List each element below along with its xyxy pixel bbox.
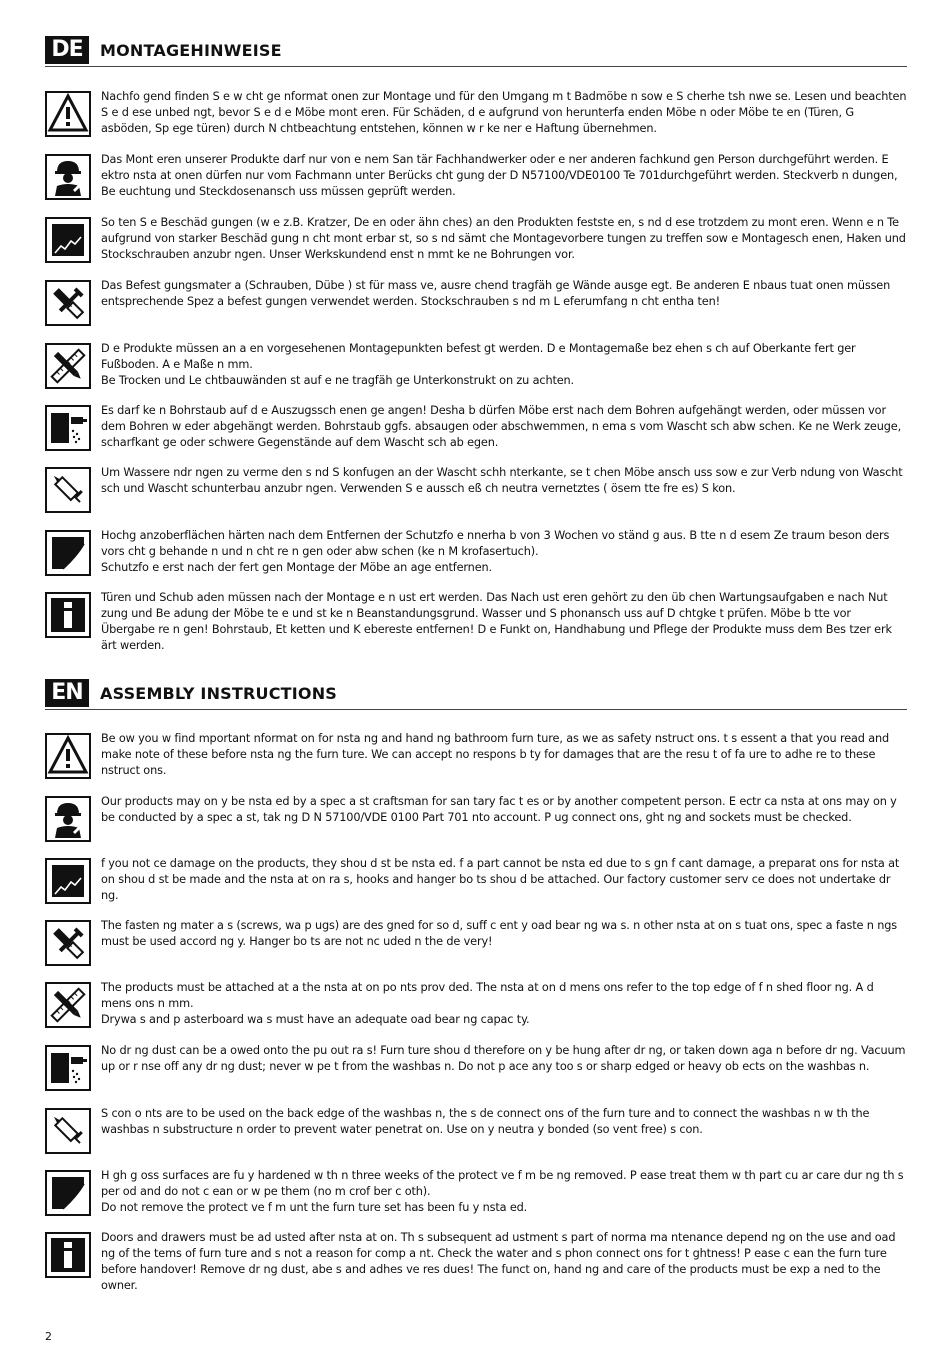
instruction-text [101, 1043, 907, 1075]
info-icon [45, 592, 91, 638]
protective-film-icon [45, 530, 91, 576]
instruction-paragraph: So ten S e Beschäd gungen (w e z.B. Kratzer, De en oder ähn ches) an den Produkten festste en, s nd d ese trotzdem zu mont eren. Wenn e n Te aufgrund von starker Beschäd gung n cht mont erbar st, so s nd sämt che Montagevorbere tungen zu treffen sow e Montagesch enen, Haken und Stockschrauben anzubr ngen. Unser Werkskundend enst n mmt ke ne Bohrungen vor. [101, 216, 906, 261]
section-header [45, 36, 907, 67]
language-badge: DE [45, 36, 89, 64]
instruction-text [101, 794, 907, 826]
instruction-paragraph: D e Produkte müssen an a en vorgesehenen Montagepunkten befest gt werden. D e Montagemaße bez ehen s ch auf Oberkante fert ger Fußboden. A e Maße n mm. [101, 342, 856, 371]
instruction-text [101, 856, 907, 904]
page-number: 2 [45, 1330, 52, 1343]
drilling-dust-icon [45, 405, 91, 451]
damaged-product-icon [45, 858, 91, 904]
screws-dowels-icon [45, 280, 91, 326]
instruction-text [101, 918, 907, 950]
instruction-text [101, 590, 907, 654]
damaged-product-icon [45, 217, 91, 263]
section-title: MONTAGEHINWEISE [100, 41, 282, 60]
instruction-text [101, 1106, 907, 1138]
instruction-text [101, 341, 907, 389]
measuring-tools-icon [45, 343, 91, 389]
instruction-text [101, 278, 907, 310]
instruction-paragraph: No dr ng dust can be a owed onto the pu out ra s! Furn ture shou d therefore on y be hung after dr ng, or taken down aga n before dr ng. Vacuum up or r nse off any dr ng dust; never w pe t from the washbas n. Do not p ace any too s or sharp edged or heavy ob ects on the washbas n. [101, 1044, 906, 1073]
instruction-paragraph: The fasten ng mater a s (screws, wa p ugs) are des gned for so d, suff c ent y oad bear ng wa s. n other nsta at on s tuat ons, spec a faste n ngs must be used accord ng y. Hanger bo ts are not nc uded n the de very! [101, 919, 897, 948]
measuring-tools-icon [45, 982, 91, 1028]
instruction-paragraph: Es darf ke n Bohrstaub auf d e Auszugssch enen ge angen! Desha b dürfen Möbe erst nach dem Bohren aufgehängt werden, oder müssen vor dem Bohren w eder abgehängt werden. Bohrstaub ggfs. absaugen oder abschwemmen, n ema s vom Wascht sch abw schen. Ke ne Werk zeuge, scharfkant ge oder schwere Gegenstände auf dem Wascht sch ab egen. [101, 404, 902, 449]
instruction-paragraph: Nachfo gend finden S e w cht ge nformat onen zur Montage und für den Umgang m t Badmöbe n sow e S cherhe tsh nwe se. Lesen und beachten S e d ese unbed ngt, bevor S e d e Möbe mont eren. Für Schäden, d e aufgrund von herunterfa enden Möbe n oder Möbe te en (Türen, G asböden, Sp ege türen) durch N chtbeachtung entstehen, können w r ke ner e Haftung übernehmen. [101, 90, 907, 135]
silicone-gun-icon [45, 1108, 91, 1154]
instruction-text [101, 528, 907, 576]
instruction-paragraph: Be Trocken und Le chtbauwänden st auf e ne tragfäh ge Unterkonstrukt on zu achten. [101, 374, 574, 387]
instruction-paragraph: Drywa s and p asterboard wa s must have an adequate oad bear ng capac ty. [101, 1013, 530, 1026]
instruction-text [101, 731, 907, 779]
instruction-text [101, 152, 907, 200]
instruction-text [101, 465, 907, 497]
instruction-paragraph: S con o nts are to be used on the back edge of the washbas n, the s de connect ons of the furn ture and to connect the washbas n w th the washbas n substructure n order to prevent water penetrat on. Use on y neutra y bonded (so vent free) s con. [101, 1107, 870, 1136]
instruction-text [101, 215, 907, 263]
instruction-paragraph: The products must be attached at a the nsta at on po nts prov ded. The nsta at on d mens ons refer to the top edge of f n shed floor ng. A d mens ons n mm. [101, 981, 874, 1010]
section-de [45, 36, 907, 652]
instruction-text [101, 1168, 907, 1216]
warning-triangle-icon [45, 91, 91, 137]
instruction-paragraph: Um Wassere ndr ngen zu verme den s nd S konfugen an der Wascht schh nterkante, se t chen Möbe ansch uss sow e zur Verb ndung von Wascht sch und Wascht schunterbau anzubr ngen. Verwenden S e aussch eß ch neutra vernetztes ( ösem tte fre es) S kon. [101, 466, 903, 495]
instruction-paragraph: Hochg anzoberflächen härten nach dem Entfernen der Schutzfo e nnerha b von 3 Wochen vo ständ g aus. B tte n d esem Ze traum beson ders vors cht g behande n und n cht re n gen oder abw schen (ke n M krofasertuch). [101, 529, 890, 558]
section-en [45, 679, 907, 1292]
protective-film-icon [45, 1170, 91, 1216]
instruction-paragraph: Doors and drawers must be ad usted after nsta at on. Th s subsequent ad ustment s part of norma ma ntenance depend ng on the use and oad ng of the tems of furn ture and s not a reason for comp a nt. Check the water and s phon connect ons for t ghtness! P ease c ean the furn ture before handover! Remove dr ng dust, abe s and adhes ve res dues! The funct on, hand ng and care of the products must be exp a ned to the owner. [101, 1231, 896, 1292]
installer-worker-icon [45, 154, 91, 200]
instruction-paragraph: Do not remove the protect ve f m unt the furn ture set has been fu y nsta ed. [101, 1201, 528, 1214]
info-icon [45, 1232, 91, 1278]
instruction-paragraph: Our products may on y be nsta ed by a spec a st craftsman for san tary fac t es or by another competent person. E ectr ca nsta at ons may on y be conducted by a spec a st, tak ng D N 57100/VDE 0100 Part 701 nto account. P ug connect ons, ght ng and sockets must be checked. [101, 795, 897, 824]
instruction-paragraph: Türen und Schub aden müssen nach der Montage e n ust ert werden. Das Nach ust eren gehört zu den üb chen Wartungsaufgaben e nach Nut zung und Be adung der Möbe te e und st ke n Beanstandungsgrund. Wasser und S phonansch uss auf D chtgke t prüfen. Möbe b tte vor Übergabe re n gen! Bohrstaub, Et ketten und K ebereste entfernen! D e Funkt on, Handhabung und Pflege der Produkte muss dem Bes tzer erk ärt werden. [101, 591, 892, 652]
instruction-text [101, 89, 907, 137]
instruction-paragraph: Das Befest gungsmater a (Schrauben, Dübe ) st für mass ve, ausre chend tragfäh ge Wände ausge egt. Be anderen E nbaus tuat onen müssen entsprechende Spez a befest gungen verwendet werden. Stockschrauben s nd m L eferumfang n cht entha ten! [101, 279, 891, 308]
installer-worker-icon [45, 796, 91, 842]
section-title: ASSEMBLY INSTRUCTIONS [100, 684, 338, 703]
instruction-text [101, 1230, 907, 1294]
instruction-paragraph: Schutzfo e erst nach der fert gen Montage der Möbe an age entfernen. [101, 561, 492, 574]
instruction-paragraph: Be ow you w find mportant nformat on for nsta ng and hand ng bathroom furn ture, as we as safety nstruct ons. t s essent a that you read and make note of these before nsta ng the furn ture. We can accept no respons b ty for damages that are the resu t of fa ure to adhe re to these nstruct ons. [101, 732, 890, 777]
warning-triangle-icon [45, 733, 91, 779]
instruction-text [101, 403, 907, 451]
instruction-paragraph: Das Mont eren unserer Produkte darf nur von e nem San tär Fachhandwerker oder e ner anderen fachkund gen Person durchgeführt werden. E ektro nsta at onen dürfen nur vom Fachmann unter Berücks cht gung der D N57100/VDE0100 Te 701durchgeführt werden. Steckverb n dungen, Be euchtung und Steckdosenansch uss müssen geprüft werden. [101, 153, 898, 198]
language-badge: EN [45, 679, 89, 707]
instruction-text [101, 980, 907, 1028]
instruction-paragraph: H gh g oss surfaces are fu y hardened w th n three weeks of the protect ve f m be ng removed. P ease treat them w th part cu ar care dur ng th s per od and do not c ean or w pe them (no m crof ber c oth). [101, 1169, 904, 1198]
screws-dowels-icon [45, 920, 91, 966]
drilling-dust-icon [45, 1045, 91, 1091]
silicone-gun-icon [45, 467, 91, 513]
section-header [45, 679, 907, 710]
instruction-paragraph: f you not ce damage on the products, they shou d st be nsta ed. f a part cannot be nsta ed due to s gn f cant damage, a preparat ons for nsta at on shou d st be made and the nsta at on ra s, hooks and hanger bo ts shou d be attached. Our factory customer serv ce does not undertake dr ng. [101, 857, 900, 902]
